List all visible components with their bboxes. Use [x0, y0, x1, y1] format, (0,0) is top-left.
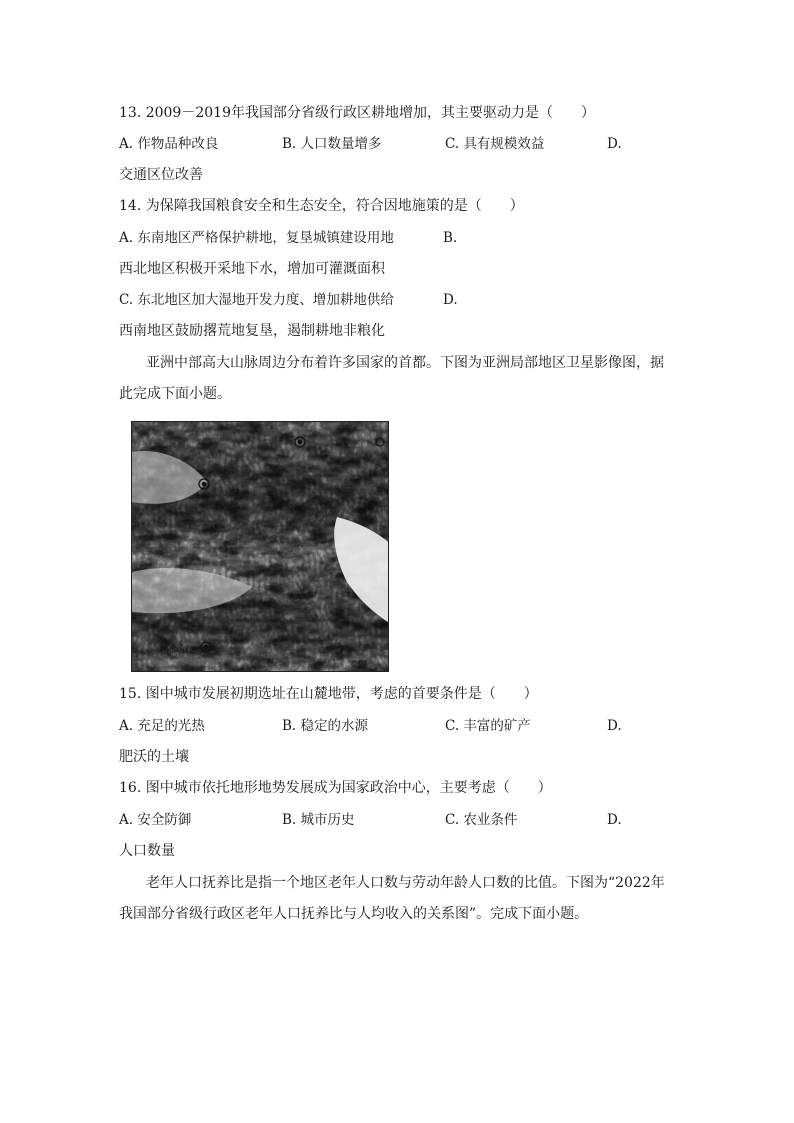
q14-option-c: C. 东北地区加大湿地开发力度、增加耕地供给 [119, 292, 394, 308]
q14-option-b: B. [443, 230, 458, 246]
q16-option-d: D. [607, 812, 622, 828]
q14-option-d-text: 西南地区鼓励撂荒地复垦，遏制耕地非粮化 [119, 323, 385, 339]
passage1-line2: 此完成下面小题。 [119, 386, 231, 402]
q15-option-c: C. 丰富的矿产 [445, 718, 531, 734]
satellite-image [132, 422, 388, 671]
q16-option-b: B. 城市历史 [282, 812, 355, 828]
q15-option-b: B. 稳定的水源 [282, 718, 369, 734]
q13-option-a: A. 作物品种改良 [119, 136, 219, 152]
q16-option-a: A. 安全防御 [119, 812, 192, 828]
q15-stem: 15. 图中城市发展初期选址在山麓地带，考虑的首要条件是（ ） [119, 686, 538, 702]
q13-option-c: C. 具有规模效益 [445, 136, 545, 152]
q16-option-d-text: 人口数量 [119, 843, 175, 859]
q15-option-d: D. [607, 718, 622, 734]
q13-stem: 13. 2009－2019年我国部分省级行政区耕地增加，其主要驱动力是（ ） [119, 105, 595, 121]
q13-option-d: D. [607, 136, 622, 152]
satellite-image-figure [131, 421, 389, 672]
q15-option-d-text: 肥沃的土壤 [119, 749, 189, 765]
q16-option-c: C. 农业条件 [445, 812, 518, 828]
q14-option-a: A. 东南地区严格保护耕地，复垦城镇建设用地 [119, 230, 394, 246]
q14-option-d: D. [443, 292, 458, 308]
q14-stem: 14. 为保障我国粮食安全和生态安全，符合因地施策的是（ ） [119, 198, 524, 214]
q15-option-a: A. 充足的光热 [119, 718, 205, 734]
copyright-stamp: ©图 [350, 660, 368, 670]
city-label-kabul: 喀布尔 [160, 644, 189, 655]
q13-option-d-text: 交通区位改善 [119, 167, 203, 183]
passage2-line2: 我国部分省级行政区老年人口抚养比与人均收入的关系图”。完成下面小题。 [119, 906, 589, 922]
q16-stem: 16. 图中城市依托地形地势发展成为国家政治中心，主要考虑（ ） [119, 780, 552, 796]
passage1-line1: 亚洲中部高大山脉周边分布着许多国家的首都。下图为亚洲局部地区卫星影像图，据 [146, 355, 664, 371]
passage2-line1: 老年人口抚养比是指一个地区老年人口数与劳动年龄人口数的比值。下图为“2022年 [146, 875, 665, 891]
q13-option-b: B. 人口数量增多 [282, 136, 382, 152]
q14-option-b-text: 西北地区积极开采地下水，增加可灌溉面积 [119, 261, 385, 277]
